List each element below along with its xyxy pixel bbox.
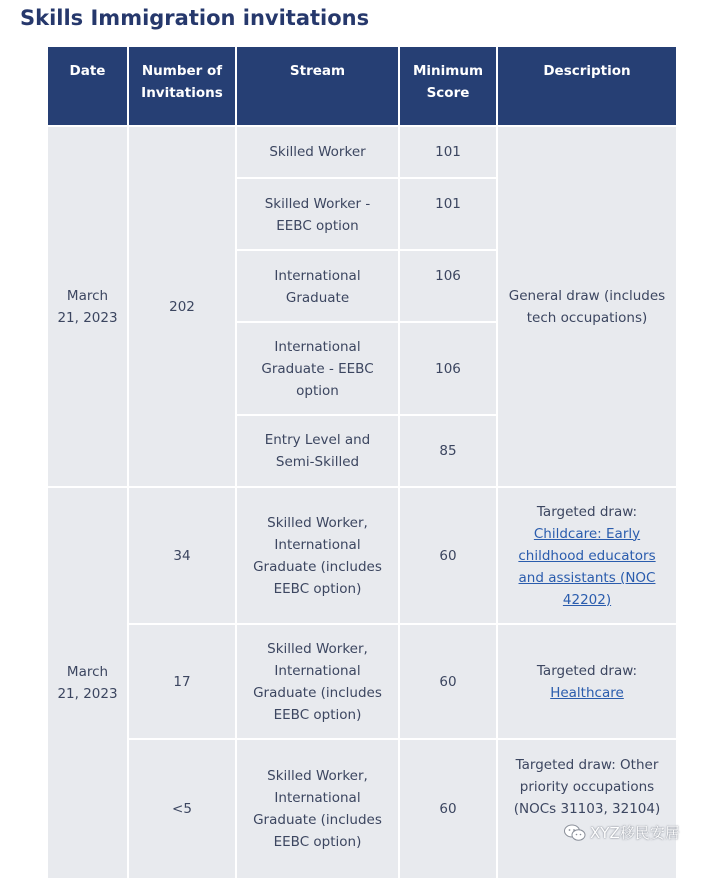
stream-cell: Skilled Worker - EEBC option [236,178,399,250]
stream-cell: Skilled Worker, International Graduate (includes EEBC option) [236,624,399,739]
watermark-text: XYZ移民安居 [590,824,680,842]
table-row [48,739,676,879]
table-row [48,487,676,624]
score-cell: 106 [399,322,497,415]
invitations-table [48,47,676,880]
table-header-row [48,47,676,126]
score-cell: 106 [399,250,497,322]
table-row [48,624,676,739]
stream-cell: Skilled Worker, International Graduate (includes EEBC option) [236,487,399,624]
stream-cell: Skilled Worker [236,126,399,178]
header-date: Date [48,47,128,126]
description-prefix: Targeted draw: [536,503,638,520]
stream-cell: Entry Level and Semi-Skilled [236,415,399,487]
description-cell [497,739,676,879]
stream-cell: Skilled Worker, International Graduate (includes EEBC option) [236,739,399,879]
score-cell: 60 [399,624,497,739]
header-stream: Stream [236,47,399,126]
stream-cell: International Graduate [236,250,399,322]
description-prefix: Targeted draw: [536,662,638,679]
header-minimum-score: Minimum Score [399,47,497,126]
score-cell: 60 [399,487,497,624]
table-row [48,126,676,178]
description-cell [497,624,676,739]
draw1-description: General draw (includes tech occupations) [497,126,676,487]
page-title: Skills Immigration invitations [20,6,370,30]
description-cell [497,487,676,624]
wechat-icon [564,824,586,842]
healthcare-link[interactable]: Healthcare [550,684,624,701]
score-cell: 101 [399,178,497,250]
childcare-link[interactable]: Childcare: Early childhood educators and assistants (NOC 42202) [518,525,656,608]
invitations-cell: 34 [128,487,236,624]
watermark [564,822,680,843]
invitations-cell: 17 [128,624,236,739]
invitations-cell: <5 [128,739,236,879]
draw1-invitations: 202 [128,126,236,487]
stream-cell: International Graduate - EEBC option [236,322,399,415]
description-text: Targeted draw: Other priority occupations (NOCs 31103, 32104) [513,757,661,817]
header-description: Description [497,47,676,126]
score-cell: 85 [399,415,497,487]
draw2-date: March 21, 2023 [48,487,128,879]
draw1-date: March 21, 2023 [48,126,128,487]
score-cell: 101 [399,126,497,178]
header-invitations: Number of Invitations [128,47,236,126]
score-cell: 60 [399,739,497,879]
